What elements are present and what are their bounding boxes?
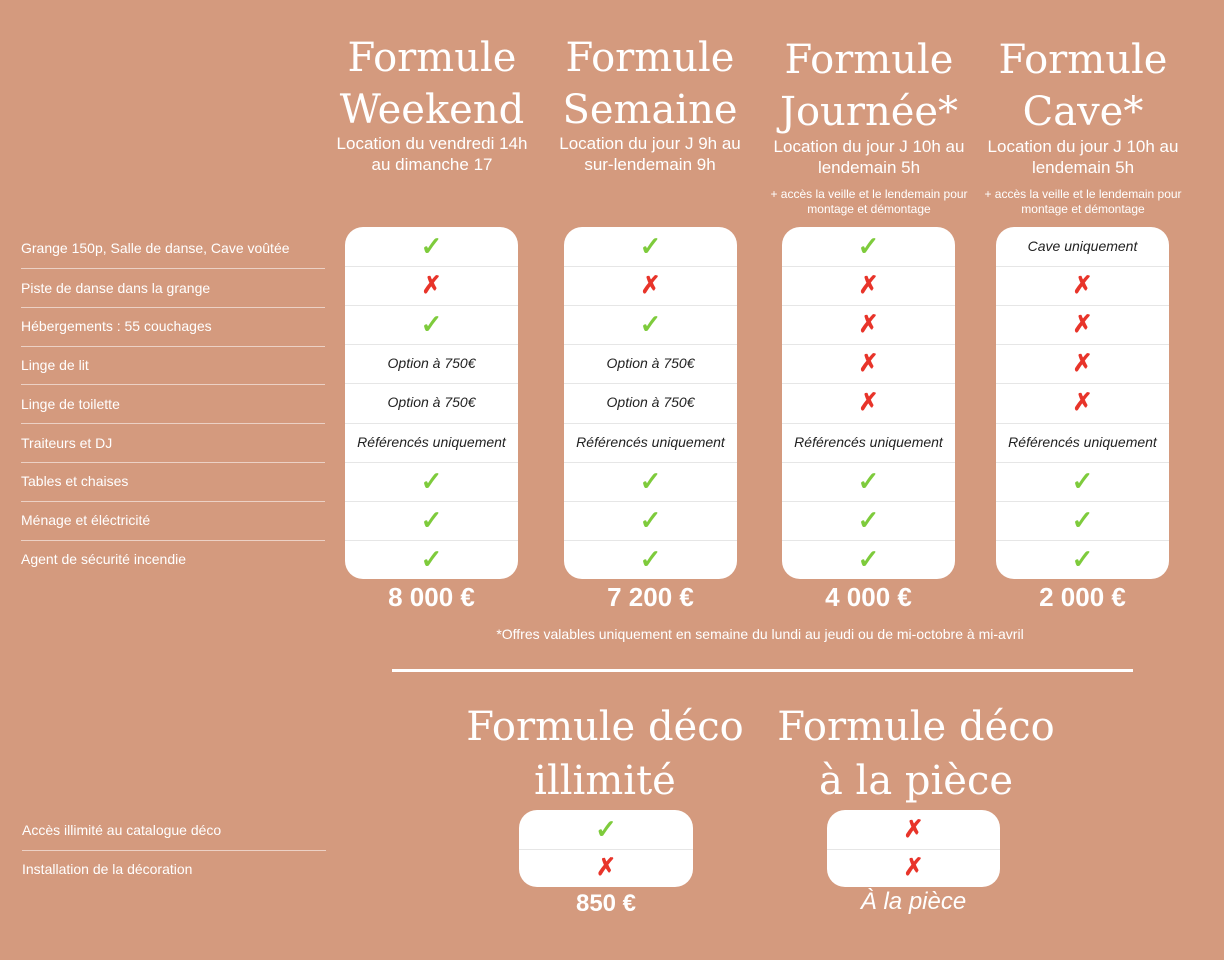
cell-cross (782, 266, 955, 306)
cell-check (345, 227, 518, 267)
cell-option (782, 423, 955, 463)
cell-option (345, 344, 518, 384)
formula-subtitle-journee: Location du jour J 10h au lendemain 5h (773, 137, 965, 177)
cell-check (996, 540, 1169, 579)
check-icon: ✓ (639, 465, 662, 496)
cell-check (345, 462, 518, 502)
formula-card-weekend (345, 227, 518, 579)
cell-cross (519, 849, 693, 888)
cross-icon: ✗ (640, 272, 661, 300)
formula-note-cave: + accès la veille et le lendemain pour montage et démontage (984, 187, 1182, 216)
cross-icon: ✗ (858, 389, 879, 417)
feature-label: Tables et chaises (21, 473, 129, 489)
cell-cross (782, 305, 955, 345)
cell-check (564, 540, 737, 579)
cell-cross (996, 344, 1169, 384)
cell-option (564, 344, 737, 384)
feature-divider (21, 307, 325, 308)
cell-check (782, 227, 955, 267)
formula-title-journee: Formule Journée* (779, 37, 959, 135)
formula-title-weekend: Formule Weekend (339, 35, 525, 133)
check-icon: ✓ (857, 543, 880, 574)
cell-check (345, 501, 518, 541)
cell-option (996, 227, 1169, 267)
cell-cross (996, 305, 1169, 345)
cell-check (782, 462, 955, 502)
price-semaine: 7 200 € (607, 582, 694, 612)
feature-label: Ménage et éléctricité (21, 512, 151, 528)
check-icon: ✓ (639, 543, 662, 574)
check-icon: ✓ (857, 504, 880, 535)
deco-title-illimite: Formule déco illimité (466, 704, 744, 804)
cell-check (782, 540, 955, 579)
cell-text: Option à 750€ (606, 355, 695, 372)
cross-icon: ✗ (1072, 272, 1093, 300)
cell-check (564, 305, 737, 345)
deco-card-piece (827, 810, 1000, 887)
feature-label: Linge de toilette (21, 396, 120, 412)
formula-subtitle-semaine: Location du jour J 9h au sur-lendemain 9h (559, 134, 741, 174)
cross-icon: ✗ (1072, 389, 1093, 417)
deco-feature-label: Installation de la décoration (22, 861, 193, 877)
deco-card-illimite (519, 810, 693, 887)
formula-note-journee: + accès la veille et le lendemain pour montage et démontage (770, 187, 968, 216)
cross-icon: ✗ (903, 815, 924, 843)
cell-cross (996, 266, 1169, 306)
formula-card-cave (996, 227, 1169, 579)
cell-option (345, 383, 518, 423)
feature-label: Hébergements : 55 couchages (21, 318, 212, 334)
feature-divider (21, 268, 325, 269)
cell-cross (782, 383, 955, 423)
feature-label: Linge de lit (21, 357, 89, 373)
cell-check (564, 462, 737, 502)
formula-subtitle-weekend: Location du vendredi 14h au dimanche 17 (336, 134, 528, 174)
cell-cross (827, 810, 1000, 850)
cross-icon: ✗ (858, 272, 879, 300)
cell-check (782, 501, 955, 541)
check-icon: ✓ (639, 231, 662, 262)
cell-cross (827, 849, 1000, 888)
check-icon: ✓ (420, 543, 443, 574)
deco-feature-label: Accès illimité au catalogue déco (22, 822, 222, 838)
cell-option (564, 383, 737, 423)
cell-option (564, 423, 737, 463)
formula-card-journee (782, 227, 955, 579)
cell-text: Référencés uniquement (357, 433, 506, 450)
footnote: *Offres valables uniquement en semaine du lundi au jeudi ou de mi-octobre à mi-avril (496, 626, 1024, 642)
feature-divider (21, 540, 325, 541)
check-icon: ✓ (639, 309, 662, 340)
check-icon: ✓ (595, 813, 617, 844)
feature-divider (21, 423, 325, 424)
cell-cross (996, 383, 1169, 423)
cell-text: Référencés uniquement (794, 433, 943, 450)
cross-icon: ✗ (858, 311, 879, 339)
check-icon: ✓ (857, 231, 880, 262)
cell-text: Référencés uniquement (1008, 433, 1157, 450)
cell-check (564, 501, 737, 541)
check-icon: ✓ (639, 504, 662, 535)
cell-check (519, 810, 693, 850)
cross-icon: ✗ (1072, 311, 1093, 339)
cell-cross (782, 344, 955, 384)
cell-cross (564, 266, 737, 306)
price-weekend: 8 000 € (388, 582, 475, 612)
feature-label: Traiteurs et DJ (21, 435, 113, 451)
check-icon: ✓ (420, 504, 443, 535)
cell-option (996, 423, 1169, 463)
cell-option (345, 423, 518, 463)
feature-label: Grange 150p, Salle de danse, Cave voûtée (21, 240, 290, 256)
cell-check (996, 462, 1169, 502)
formula-card-semaine (564, 227, 737, 579)
feature-divider (21, 346, 325, 347)
check-icon: ✓ (857, 465, 880, 496)
price-cave: 2 000 € (1039, 582, 1126, 612)
check-icon: ✓ (1071, 465, 1094, 496)
cell-cross (345, 266, 518, 306)
cell-text: Cave uniquement (1027, 238, 1138, 255)
deco-price-illimite: 850 € (575, 890, 637, 917)
cell-check (345, 305, 518, 345)
formula-title-cave: Formule Cave* (998, 37, 1168, 135)
feature-label: Piste de danse dans la grange (21, 280, 211, 296)
check-icon: ✓ (420, 231, 443, 262)
check-icon: ✓ (1071, 543, 1094, 574)
cell-text: Option à 750€ (387, 355, 476, 372)
cross-icon: ✗ (903, 854, 924, 882)
cell-check (345, 540, 518, 579)
deco-title-piece: Formule déco à la pièce (777, 704, 1055, 804)
cell-text: Référencés uniquement (576, 433, 725, 450)
check-icon: ✓ (420, 309, 443, 340)
feature-divider (21, 501, 325, 502)
cross-icon: ✗ (858, 350, 879, 378)
price-journee: 4 000 € (825, 582, 912, 612)
cross-icon: ✗ (1072, 350, 1093, 378)
check-icon: ✓ (1071, 504, 1094, 535)
formula-subtitle-cave: Location du jour J 10h au lendemain 5h (987, 137, 1179, 177)
cell-text: Option à 750€ (606, 394, 695, 411)
feature-divider (21, 384, 325, 385)
cross-icon: ✗ (421, 272, 442, 300)
deco-price-piece: À la pièce (860, 888, 967, 915)
cell-check (564, 227, 737, 267)
formula-title-semaine: Formule Semaine (562, 35, 738, 133)
cell-check (996, 501, 1169, 541)
feature-label: Agent de sécurité incendie (21, 551, 186, 567)
feature-divider (22, 850, 326, 851)
feature-divider (21, 462, 325, 463)
check-icon: ✓ (420, 465, 443, 496)
cross-icon: ✗ (595, 854, 617, 882)
cell-text: Option à 750€ (387, 394, 476, 411)
section-divider (392, 669, 1133, 672)
